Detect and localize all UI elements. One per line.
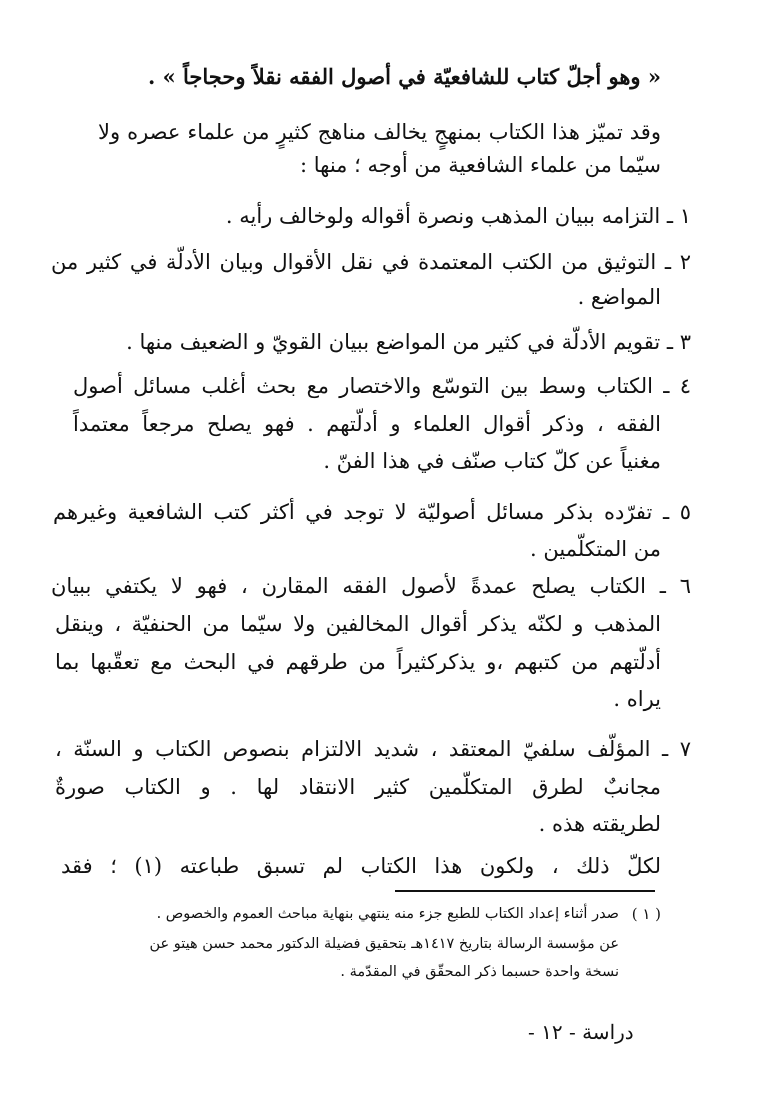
footnote-separator (395, 890, 655, 892)
page-number: دراسة - ١٢ - (528, 1020, 634, 1044)
point-2-line-1: ٢ ـ التوثيق من الكتب المعتمدة في نقل الأقوال وبيان الأدلّة في كثير من (51, 250, 691, 274)
point-6-line-4: يراه . (613, 687, 661, 711)
intro-line-1: وقد تميّز هذا الكتاب بمنهجٍ يخالف مناهج كثيرٍ من علماء عصره ولا (98, 120, 661, 144)
point-6-line-2: المذهب و لكنّه يذكر أقوال المخالفين ولا سيّما من الحنفيّة ، وينقل (55, 612, 661, 636)
point-4-line-3: مغنياً عن كلّ كتاب صنّف في هذا الفنّ . (323, 449, 661, 473)
quote-line: « وهو أجلّ كتاب للشافعيّة في أصول الفقه نقلاً وحجاجاً » . (147, 64, 661, 89)
footnote-line-1: صدر أثناء إعداد الكتاب للطبع جزء منه ينتهي بنهاية مباحث العموم والخصوص . (156, 906, 619, 922)
point-4-line-1: ٤ ـ الكتاب وسط بين التوسّع والاختصار مع بحث أغلب مسائل أصول (73, 374, 691, 398)
point-3-line-1: ٣ ـ تقويم الأدلّة في كثير من المواضع ببيان القويّ و الضعيف منها . (126, 330, 691, 354)
point-2-line-2: المواضع . (577, 285, 661, 309)
point-5-line-1: ٥ ـ تفرّده بذكر مسائل أصوليّة لا توجد في أكثر كتب الشافعية وغيرهم (53, 500, 691, 524)
footnote-line-2: عن مؤسسة الرسالة بتاريخ ١٤١٧هـ بتحقيق فضيلة الدكتور محمد حسن هيتو عن (149, 936, 619, 952)
point-7-line-1: ٧ ـ المؤلّف سلفيّ المعتقد ، شديد الالتزام بنصوص الكتاب و السنّة ، (55, 737, 691, 761)
point-5-line-2: من المتكلّمين . (530, 537, 661, 561)
intro-line-2: سيّما من علماء الشافعية من أوجه ؛ منها : (300, 153, 661, 177)
footnote-line-3: نسخة واحدة حسبما ذكر المحقّق في المقدّمة . (340, 964, 619, 980)
footnote-number: ( ١ ) (631, 905, 661, 923)
point-6-line-3: أدلّتهم من كتبهم ،و يذكركثيراً من طرقهم في البحث مع تعقّبها بما (55, 650, 661, 674)
point-6-line-1: ٦ ـ الكتاب يصلح عمدةً لأصول الفقه المقارن ، فهو لا يكتفي ببيان (51, 574, 691, 598)
closing-line: لكلّ ذلك ، ولكون هذا الكتاب لم تسبق طباعته (١) ؛ فقد (61, 854, 661, 878)
point-1-line-1: ١ ـ التزامه ببيان المذهب ونصرة أقواله ولوخالف رأيه . (225, 204, 691, 228)
point-7-line-3: لطريقته هذه . (538, 812, 661, 836)
point-7-line-2: مجانبٌ لطرق المتكلّمين كثير الانتقاد لها . و الكتاب صورةٌ (55, 775, 661, 799)
point-4-line-2: الفقه ، وذكر أقوال العلماء و أدلّتهم . فهو يصلح مرجعاً معتمداً (73, 412, 661, 436)
